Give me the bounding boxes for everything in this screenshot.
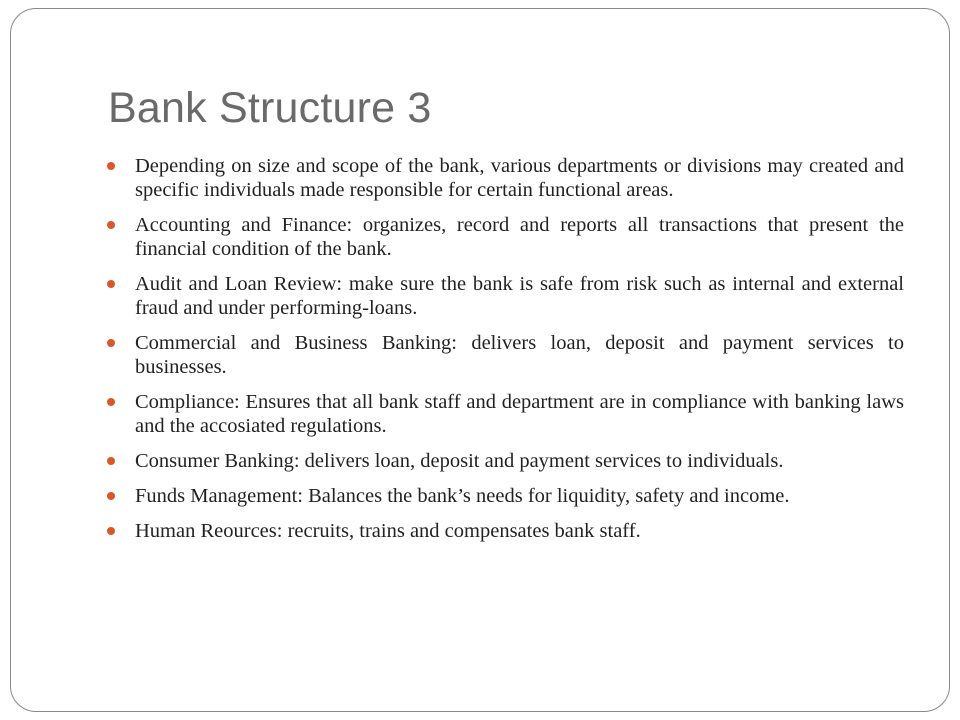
bullet-text: Depending on size and scope of the bank, various departments or divisions may created and specific individuals made responsible for certain functional areas. <box>135 155 904 201</box>
bullet-text: Accounting and Finance: organizes, record and reports all transactions that present the financial condition of the bank. <box>135 214 904 260</box>
bullet-item <box>106 484 904 508</box>
bullet-text: Consumer Banking: delivers loan, deposit and payment services to individuals. <box>135 450 784 472</box>
bullet-text: Compliance: Ensures that all bank staff and department are in compliance with banking laws and the accosiated regulations. <box>135 391 904 437</box>
bullet-text: Audit and Loan Review: make sure the bank is safe from risk such as internal and external fraud and under performing-loans. <box>135 273 904 319</box>
bullet-text: Funds Management: Balances the bank’s needs for liquidity, safety and income. <box>135 485 790 507</box>
bullet-item <box>106 519 904 543</box>
bullet-item <box>106 154 904 202</box>
bullet-item <box>106 272 904 320</box>
bullet-item <box>106 213 904 261</box>
bullet-dot-icon <box>107 457 115 465</box>
bullet-dot-icon <box>107 398 115 406</box>
bullet-dot-icon <box>107 221 115 229</box>
slide-title: Bank Structure 3 <box>108 84 432 132</box>
bullet-dot-icon <box>107 280 115 288</box>
bullet-item <box>106 449 904 473</box>
bullet-dot-icon <box>107 339 115 347</box>
bullet-item <box>106 331 904 379</box>
bullet-list <box>106 154 904 554</box>
bullet-dot-icon <box>107 162 115 170</box>
bullet-text: Human Reources: recruits, trains and compensates bank staff. <box>135 520 641 542</box>
bullet-item <box>106 390 904 438</box>
bullet-dot-icon <box>107 527 115 535</box>
bullet-text: Commercial and Business Banking: delivers loan, deposit and payment services to businesses. <box>135 332 904 378</box>
bullet-dot-icon <box>107 492 115 500</box>
